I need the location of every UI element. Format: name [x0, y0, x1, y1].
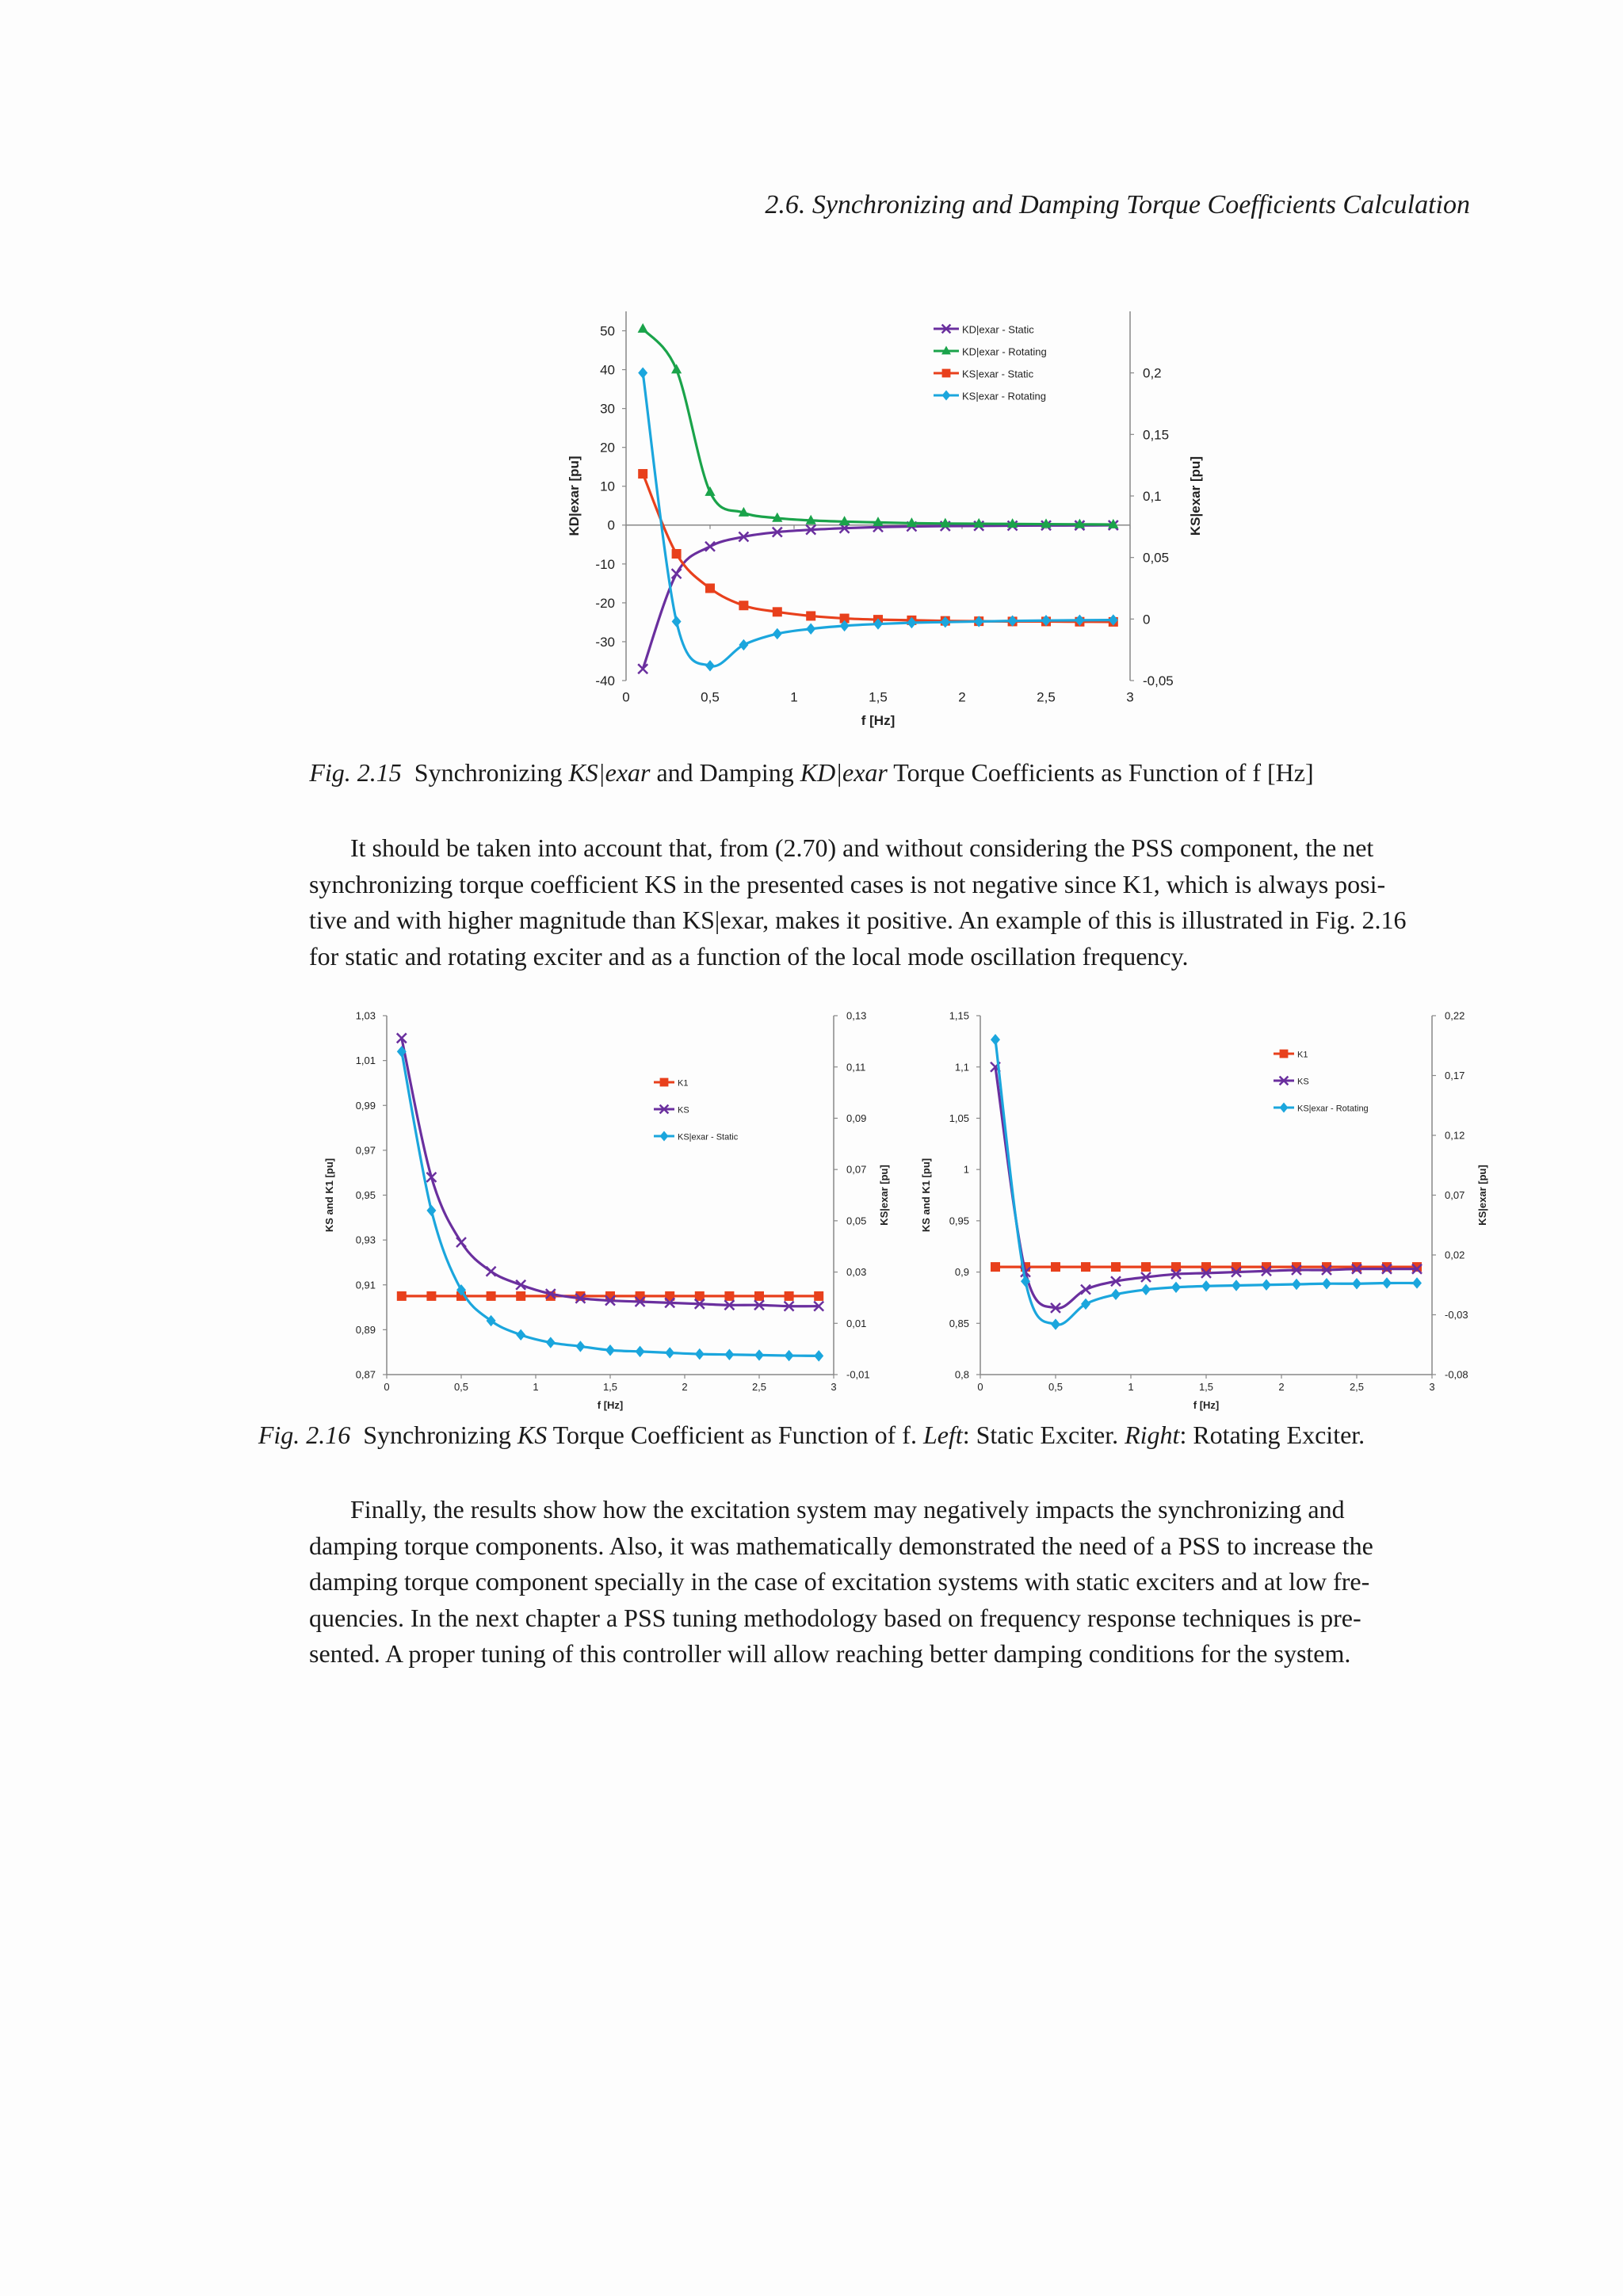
y-tick-label: 50 [600, 323, 615, 339]
marker-diamond [672, 616, 682, 627]
marker-diamond [806, 624, 815, 635]
x-tick-label: 3 [831, 1381, 837, 1394]
fig-2-15-caption [0, 758, 1623, 788]
marker-diamond [575, 1341, 585, 1352]
series-1 [991, 1062, 1422, 1313]
caption-text-b: and Damping [656, 758, 794, 787]
fig-2-16-left-chart [317, 1006, 903, 1422]
marker-diamond [1111, 1289, 1121, 1300]
legend-label: KS|exar - Static [962, 368, 1034, 380]
y-tick-label: 0,87 [355, 1368, 376, 1381]
marker-diamond [991, 1034, 1000, 1045]
x-tick-label: 2 [682, 1381, 688, 1394]
legend [654, 1078, 739, 1142]
paragraph-1 [309, 830, 1470, 974]
legend-label: KD|exar - Static [962, 323, 1034, 336]
caption-text-c: Torque Coefficients as Function of f [Hz] [893, 758, 1314, 787]
fig-2-16-right-chart [915, 1006, 1502, 1422]
caption-left-text: : Static Exciter. [962, 1421, 1119, 1449]
marker-square [1141, 1262, 1151, 1272]
marker-diamond [1232, 1280, 1241, 1291]
y2-tick-label: 0,09 [846, 1112, 867, 1124]
marker-diamond [1262, 1280, 1271, 1291]
marker-square [705, 584, 715, 593]
legend-label: KD|exar - Rotating [962, 345, 1047, 358]
y2-tick-label: 0,12 [1445, 1129, 1465, 1142]
y2-tick-label: 0,02 [1445, 1249, 1465, 1261]
legend [934, 324, 1047, 402]
series-line [643, 525, 1113, 669]
y2-tick-label: 0,22 [1445, 1009, 1465, 1022]
y-tick-label: -40 [595, 673, 615, 688]
y-tick-label: 1,01 [355, 1055, 376, 1067]
legend [1274, 1050, 1369, 1114]
y2-tick-label: 0,05 [846, 1215, 867, 1227]
y2-tick-label: 0,03 [846, 1266, 867, 1279]
legend-label: KS|exar - Rotating [962, 390, 1046, 402]
marker-square [942, 369, 951, 378]
marker-square [1051, 1262, 1060, 1272]
marker-diamond [1201, 1280, 1211, 1291]
y-tick-label: 1 [963, 1163, 969, 1176]
x-tick-label: 2,5 [1037, 689, 1056, 705]
y2-tick-label: 0 [1143, 612, 1151, 627]
marker-triangle [705, 486, 715, 496]
y-tick-label: 0,99 [355, 1099, 376, 1112]
x-tick-label: 1 [1128, 1381, 1134, 1394]
marker-diamond [705, 660, 715, 671]
marker-diamond [660, 1131, 669, 1142]
series-0 [638, 521, 1118, 673]
y2-tick-label: -0,08 [1445, 1368, 1468, 1381]
caption-left-label: Left [922, 1421, 963, 1449]
marker-diamond [638, 367, 647, 378]
para2-line: damping torque component specially in the case of excitation systems with static exciters and at low fre- [309, 1567, 1370, 1596]
marker-diamond [546, 1337, 556, 1348]
marker-diamond [516, 1329, 525, 1341]
legend-label: KS [678, 1105, 689, 1116]
y-tick-label: 40 [600, 362, 615, 378]
series-1 [397, 1033, 823, 1310]
x-tick-label: 0,5 [453, 1381, 469, 1394]
x-tick-label: 1,5 [869, 689, 888, 705]
marker-diamond [1352, 1278, 1361, 1289]
marker-diamond [665, 1347, 674, 1358]
x-tick-label: 0 [977, 1381, 983, 1394]
y2-tick-label: 0,2 [1143, 365, 1162, 381]
y2-tick-label: 0,07 [1445, 1189, 1465, 1202]
para2-line: damping torque components. Also, it was mathematically demonstrated the need of a PSS to increase the [309, 1531, 1373, 1560]
marker-square [397, 1291, 407, 1301]
y2-tick-label: 0,17 [1445, 1070, 1465, 1082]
marker-diamond [942, 391, 951, 401]
y2-tick-label: -0,03 [1445, 1309, 1468, 1322]
marker-diamond [1322, 1278, 1331, 1289]
caption-label: Fig. 2.15 [309, 758, 402, 787]
marker-square [426, 1291, 436, 1301]
y-tick-label: -30 [595, 634, 615, 650]
x-tick-label: 1,5 [602, 1381, 618, 1394]
marker-diamond [1382, 1277, 1392, 1288]
y-tick-label: 1,03 [355, 1009, 376, 1022]
x-tick-label: 1 [533, 1381, 539, 1394]
series-line [402, 1051, 819, 1356]
para2-line: quencies. In the next chapter a PSS tuning methodology based on frequency response techniques is pre- [309, 1603, 1361, 1632]
fig-2-15-chart [555, 289, 1205, 749]
x-tick-label: 0,5 [1048, 1381, 1064, 1394]
y2-tick-label: 0,13 [846, 1009, 867, 1022]
y2-axis-title: KS|exar [pu] [1188, 456, 1203, 536]
y-tick-label: 10 [600, 479, 615, 494]
y-tick-label: 0,9 [954, 1266, 969, 1279]
caption-ks: KS [517, 1421, 548, 1449]
marker-diamond [814, 1350, 823, 1361]
y2-tick-label: 0,11 [846, 1061, 866, 1074]
y-tick-label: 0,85 [949, 1317, 969, 1329]
y2-tick-label: 0,1 [1143, 488, 1162, 504]
series-line [402, 1038, 819, 1306]
marker-square [1280, 1050, 1289, 1058]
y-tick-label: -20 [595, 595, 615, 611]
y-tick-label: 0,97 [355, 1144, 376, 1157]
y2-tick-label: 0,07 [846, 1163, 867, 1176]
y-tick-label: 0,89 [355, 1323, 376, 1336]
x-tick-label: 2,5 [751, 1381, 767, 1394]
y-tick-label: 0,8 [954, 1368, 969, 1381]
x-tick-label: 1 [790, 689, 798, 705]
marker-square [991, 1262, 1000, 1272]
marker-square [754, 1291, 764, 1301]
y-tick-label: 0,93 [355, 1234, 376, 1246]
marker-diamond [487, 1315, 496, 1326]
marker-square [1111, 1262, 1121, 1272]
caption-text-a: Synchronizing [363, 1421, 511, 1449]
legend-label: K1 [678, 1078, 689, 1089]
caption-right-text: : Rotating Exciter. [1179, 1421, 1365, 1449]
x-tick-label: 2 [1278, 1381, 1285, 1394]
y-tick-label: 30 [600, 401, 615, 417]
x-tick-label: 0,5 [701, 689, 720, 705]
marker-diamond [695, 1348, 705, 1360]
marker-square [660, 1078, 669, 1087]
x-tick-label: 0 [384, 1381, 390, 1394]
marker-square [773, 607, 782, 616]
marker-diamond [1141, 1284, 1151, 1295]
series-2 [397, 1046, 823, 1361]
para2-line: sented. A proper tuning of this controller will allow reaching better damping conditions for the system. [309, 1639, 1351, 1668]
paragraph-2 [309, 1492, 1470, 1672]
marker-square [638, 469, 647, 479]
marker-diamond [1412, 1277, 1422, 1288]
y-tick-label: 0,95 [949, 1215, 969, 1227]
y2-tick-label: 0,15 [1143, 427, 1170, 443]
marker-triangle [638, 323, 648, 333]
y-tick-label: 1,1 [954, 1061, 969, 1074]
caption-kd: KD|exar [800, 758, 888, 787]
marker-diamond [1171, 1282, 1181, 1293]
marker-diamond [773, 628, 782, 639]
x-axis-title: f [Hz] [861, 713, 896, 729]
running-head: 2.6. Synchronizing and Damping Torque Coefficients Calculation [765, 190, 1470, 219]
marker-diamond [636, 1346, 645, 1357]
x-tick-label: 2 [958, 689, 966, 705]
caption-right-label: Right [1125, 1421, 1180, 1449]
y2-tick-label: -0,01 [846, 1368, 870, 1381]
marker-diamond [1081, 1299, 1090, 1310]
caption-text-b: Torque Coefficient as Function of f. [552, 1421, 917, 1449]
legend-label: KS|exar - Static [678, 1132, 739, 1142]
marker-square [1232, 1262, 1241, 1272]
y-axis-title: KS and K1 [pu] [920, 1158, 932, 1233]
x-tick-label: 3 [1126, 689, 1134, 705]
fig-2-16-caption [0, 1421, 1623, 1450]
marker-diamond [1280, 1103, 1289, 1113]
marker-diamond [785, 1350, 794, 1361]
caption-ks: KS|exar [568, 758, 651, 787]
marker-square [516, 1291, 525, 1301]
marker-square [724, 1291, 734, 1301]
marker-triangle [671, 364, 682, 373]
para1-line: for static and rotating exciter and as a function of the local mode oscillation frequency. [309, 941, 1189, 971]
para1-line: synchronizing torque coefficient KS in the presented cases is not negative since K1, which is always posi- [309, 869, 1386, 898]
y2-tick-label: 0,01 [846, 1317, 867, 1329]
y-tick-label: 1,05 [949, 1112, 969, 1124]
x-tick-label: 3 [1429, 1381, 1435, 1394]
legend-label: KS|exar - Rotating [1297, 1104, 1369, 1114]
y2-axis-title: KS|exar [pu] [1476, 1165, 1488, 1226]
marker-diamond [754, 1349, 764, 1360]
marker-diamond [426, 1205, 436, 1216]
y-tick-label: 0 [607, 517, 615, 533]
y-axis-title: KD|exar [pu] [567, 456, 582, 536]
para1-line: tive and with higher magnitude than KS|exar, makes it positive. An example of this is illustrated in Fig. 2.16 [309, 906, 1407, 934]
series-2 [991, 1034, 1422, 1330]
y-tick-label: 1,15 [949, 1009, 969, 1022]
marker-diamond [739, 639, 748, 650]
y-tick-label: -10 [595, 556, 615, 572]
x-tick-label: 2,5 [1349, 1381, 1365, 1394]
y-tick-label: 0,95 [355, 1189, 376, 1202]
marker-square [806, 611, 815, 620]
y2-tick-label: 0,05 [1143, 550, 1170, 566]
marker-diamond [724, 1349, 734, 1360]
marker-square [739, 601, 748, 610]
y2-axis-title: KS|exar [pu] [878, 1165, 890, 1226]
marker-square [785, 1291, 794, 1301]
marker-square [814, 1291, 823, 1301]
legend-label: KS [1297, 1077, 1309, 1087]
para2-line: Finally, the results show how the excitation system may negatively impacts the synchronizing and [350, 1495, 1345, 1524]
y-axis-title: KS and K1 [pu] [323, 1158, 335, 1233]
caption-label: Fig. 2.16 [258, 1421, 351, 1449]
x-tick-label: 1,5 [1198, 1381, 1214, 1394]
marker-square [1081, 1262, 1090, 1272]
caption-text-a: Synchronizing [414, 758, 563, 787]
marker-square [672, 549, 682, 559]
y-tick-label: 20 [600, 440, 615, 456]
marker-diamond [1292, 1279, 1301, 1290]
y-tick-label: 0,91 [355, 1279, 376, 1291]
x-axis-title: f [Hz] [1193, 1398, 1220, 1411]
x-axis-title: f [Hz] [597, 1398, 624, 1411]
para1-line: It should be taken into account that, from (2.70) and without considering the PSS component, the net [350, 833, 1374, 862]
marker-diamond [605, 1344, 615, 1356]
marker-diamond [1051, 1318, 1060, 1329]
marker-square [487, 1291, 496, 1301]
x-tick-label: 0 [622, 689, 630, 705]
legend-label: K1 [1297, 1050, 1308, 1060]
y2-tick-label: -0,05 [1143, 673, 1174, 688]
